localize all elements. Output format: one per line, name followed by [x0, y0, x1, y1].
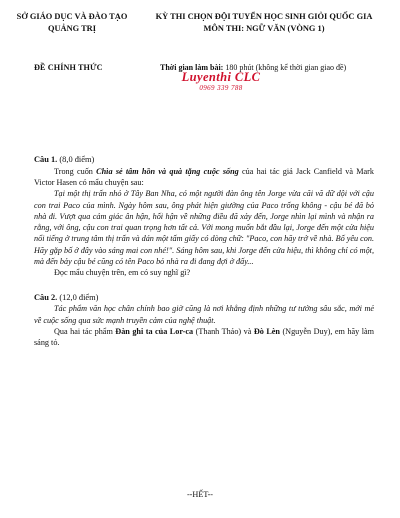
stamp-brand: Luyenthi CLC [181, 70, 261, 84]
question-1-task: Đọc mẩu chuyện trên, em có suy nghĩ gì? [54, 268, 191, 278]
question-2-points: (12,0 điểm) [57, 292, 99, 302]
exam-subject: MÔN THI: NGỮ VĂN (VÒNG 1) [203, 24, 325, 34]
time-value: 180 phút (không kể thời gian giao đề) [223, 63, 347, 72]
question-1-story: Tại một thị trấn nhỏ ở Tây Ban Nha, có một người đàn ông tên Jorge vừa cãi vã dữ dội với cậu con trai Paco của mình. Ngày hôm sau, ông phát hiện giường của Paco trống không - cậu bé đã bỏ nhà đi. Vượt qua cảm giác ân hận, hối hận về những điều đã xảy đến, Jorge nhìn lại mình và nhận ra rằng, với ông, cậu con trai quan trọng hơn tất cả. Với mong muốn bắt đầu lại, Jorge đến một cửa hiệu nổi tiếng ở trung tâm thị trấn và dán một tấm giấy có dòng chữ: "Paco, con hãy trở về nhà. Bố yêu con. Hãy gặp bố ở đây vào sáng mai con nhé!". Sáng hôm sau, khi Jorge đến cửa hiệu, thì không chỉ có một, mà đến bảy cậu bé cũng có tên Paco bỏ nhà ra đi đang đợi ở đấy... [34, 189, 374, 267]
task-text-mid2: (Nguyễn Duy), em hãy làm sáng tỏ. [34, 326, 374, 348]
intro-text-post: của hai tác giả Jack Canfield và Mark Victor Hasen có mẩu chuyện sau: [34, 166, 374, 187]
work-1-title: Đàn ghi ta của Lor-ca [115, 326, 194, 336]
exam-title: KỲ THI CHỌN ĐỘI TUYỂN HỌC SINH GIỎI QUỐC GIA [155, 12, 373, 21]
question-1-label: Câu 1. [34, 155, 58, 164]
watermark-stamp [173, 71, 269, 93]
question-1-heading [34, 154, 374, 166]
work-2-title: Đò Lèn [253, 326, 280, 336]
end-mark: --HẾT-- [186, 490, 214, 499]
task-text-mid1: (Thanh Thảo) và [193, 326, 254, 336]
exam-header [148, 11, 380, 35]
question-1-points: (8,0 điểm) [57, 155, 95, 164]
time-label: Thời gian làm bài: [160, 63, 224, 72]
book-title: Chìa sẻ tâm hồn và quà tặng cuộc sống [96, 166, 239, 176]
question-2-label: Câu 2. [34, 292, 58, 302]
department-province: QUẢNG TRỊ [47, 24, 96, 34]
department-name: SỞ GIÁO DỤC VÀ ĐÀO TẠO [16, 12, 128, 21]
official-label: ĐỀ CHÍNH THỨC [34, 63, 103, 72]
exam-content [34, 154, 374, 349]
task-text-pre: Qua hai tác phẩm [54, 326, 116, 336]
department-header [12, 11, 132, 35]
question-2-quote: Tác phẩm văn học chân chính bao giờ cũng là nơi khẳng định những tư tưởng sâu sắc, mới mẻ về cuộc sống qua sức mạnh truyền cảm của nghệ thuật. [34, 304, 374, 325]
intro-text-pre: Trong cuốn [54, 166, 97, 176]
stamp-phone: 0969 339 788 [199, 83, 243, 92]
section-gap [34, 279, 374, 292]
question-1-intro [34, 166, 374, 189]
question-2-heading [34, 292, 374, 304]
question-2-task [34, 326, 374, 349]
